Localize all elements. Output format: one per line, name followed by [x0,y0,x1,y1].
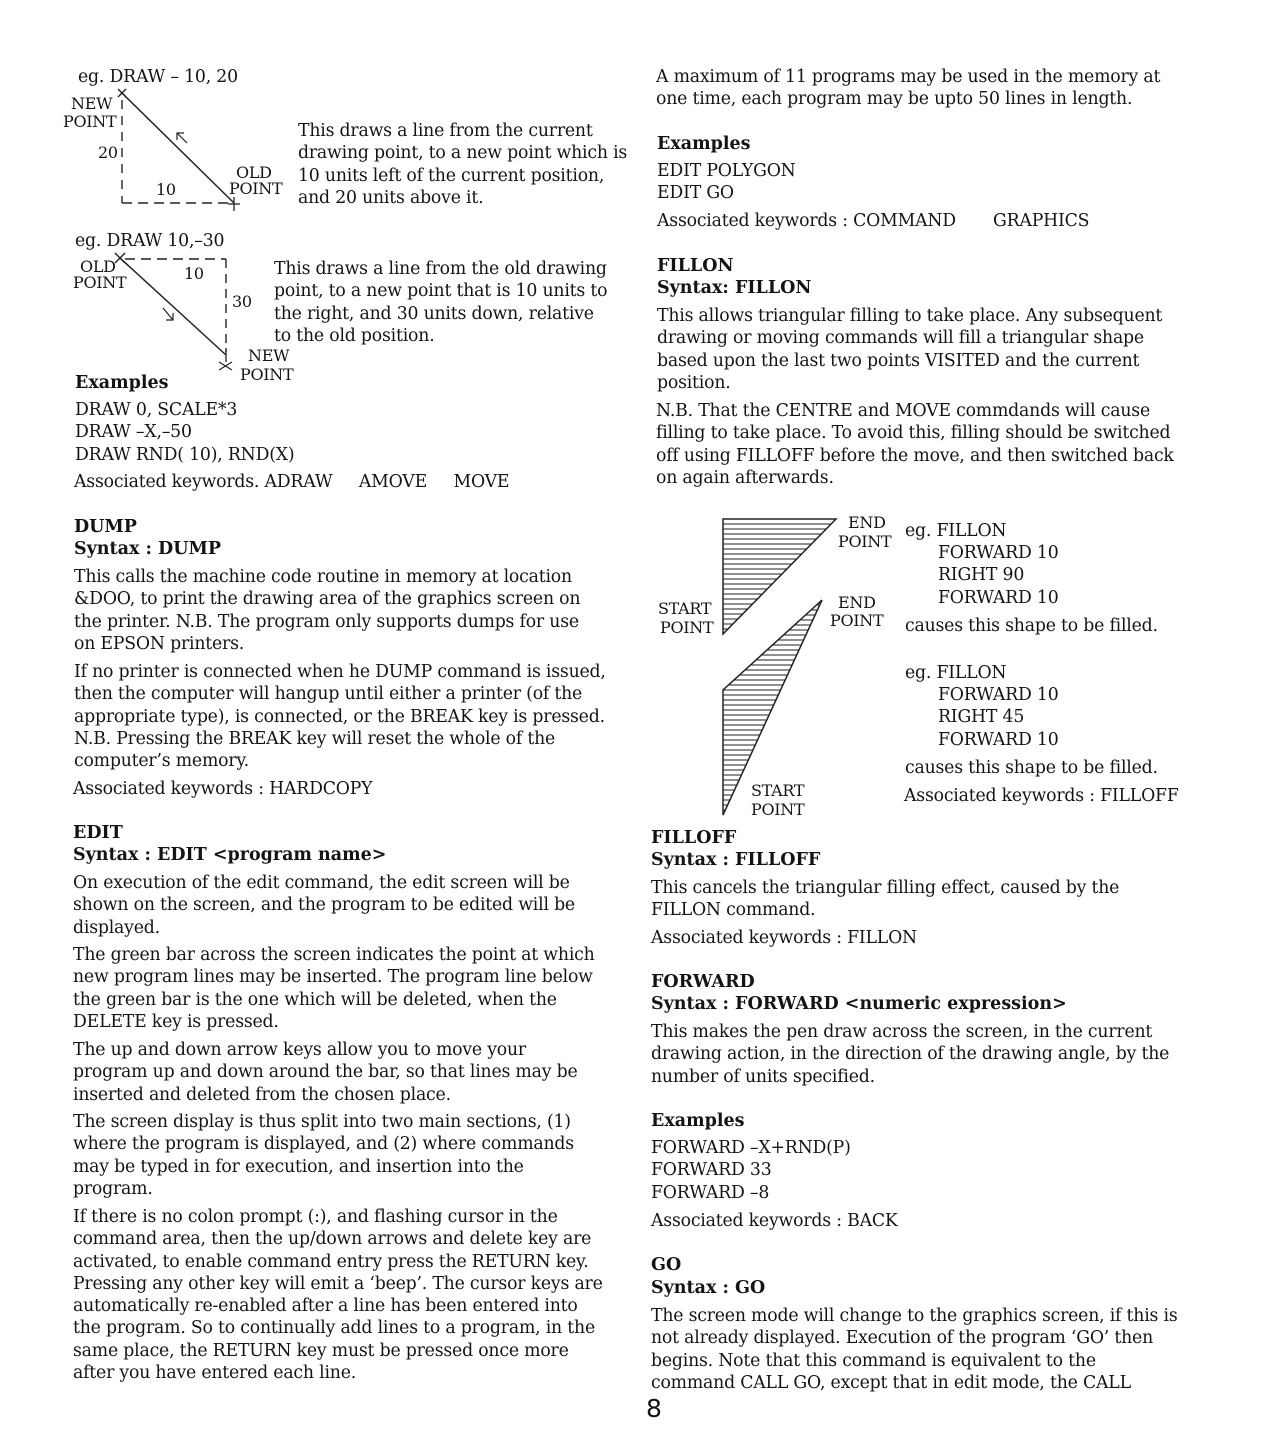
text-line: after you have entered each line. [73,1363,357,1384]
fillon-heading: FILLON [657,256,734,276]
forward-paragraph [651,1021,1169,1088]
draw-example-2-caption: eg. DRAW 10,–30 [75,231,225,251]
text-line: and 20 units above it. [298,187,484,208]
example-line: EDIT POLYGON [657,161,796,181]
figure-label-start-point: POINT [751,800,805,819]
forward-associated-keywords: Associated keywords : BACK [651,1211,898,1231]
text-line: This cancels the triangular filling effect, caused by the [651,878,1120,898]
go-syntax: Syntax : GO [651,1278,766,1298]
draw-associated-keywords: Associated keywords. ADRAW AMOVE MOVE [74,472,510,492]
text-line: A maximum of 11 programs may be used in the memory at [656,67,1161,87]
fillon-example-2-line: eg. FILLON [905,663,1007,683]
text-line: drawing or moving commands will fill a triangular shape [657,328,1144,349]
diagram-label-new: NEW [248,346,290,365]
text-line: same place, the RETURN key must be pressed once more [73,1340,569,1361]
text-line: This draws a line from the current [298,121,593,141]
example-line: DRAW RND( 10), RND(X) [75,444,295,465]
text-line: begins. Note that this command is equivalent to the [651,1350,1096,1371]
fillon-example-1-steps [938,542,1059,609]
example-line: EDIT GO [657,183,734,204]
diagram-label-point: POINT [73,273,127,292]
text-line: This makes the pen draw across the screen, in the current [651,1022,1153,1042]
text-line: The screen mode will change to the graphics screen, if this is [651,1306,1178,1326]
text-line: inserted and deleted from the chosen place. [73,1084,451,1105]
edit-paragraph-3 [73,1039,577,1106]
diagram-label-old: OLD [236,163,272,182]
edit-paragraph-5 [73,1206,603,1384]
example-line: FORWARD –X+RND(P) [651,1138,851,1158]
text-line: This calls the machine code routine in memory at location [74,567,572,587]
diagram-label-20: 20 [98,143,118,162]
diagram-label-old: OLD [80,257,116,276]
dump-syntax: Syntax : DUMP [74,539,221,559]
text-line: based upon the last two points VISITED and the current [657,350,1140,371]
edit-examples-heading: Examples [657,134,751,154]
text-line: program. [73,1178,153,1199]
example-line: FORWARD 10 [938,587,1059,608]
text-line: &DOO, to print the drawing area of the graphics screen on [74,589,581,610]
text-line: to the old position. [274,325,435,346]
text-line: may be typed in for execution, and insertion into the [73,1156,524,1177]
text-line: the green bar is the one which will be deleted, when the [73,989,557,1010]
text-line: number of units specified. [651,1066,875,1087]
figure-label-end-point: POINT [838,532,892,551]
text-line: off using FILLOFF before the move, and then switched back [656,445,1174,466]
diagram-label-old-point: POINT [229,179,283,198]
forward-examples-list [651,1137,851,1204]
text-line: The screen display is thus split into two main sections, (1) [73,1112,571,1132]
example-line: DRAW –X,–50 [75,422,192,443]
example-line: FORWARD 33 [651,1160,772,1181]
diagram-label-new: NEW [71,94,113,113]
edit-syntax: Syntax : EDIT <program name> [73,845,387,865]
text-line: N.B. Pressing the BREAK key will reset the whole of the [74,728,556,749]
forward-examples-heading: Examples [651,1111,745,1131]
page-number: 8 [646,1394,662,1423]
example-line: RIGHT 45 [938,707,1025,728]
text-line: FILLON command. [651,900,816,921]
example-line: RIGHT 90 [938,565,1025,586]
text-line: computer’s memory. [74,751,249,772]
text-line: If there is no colon prompt (:), and flashing cursor in the [73,1207,558,1227]
section-heading: Examples [75,373,169,393]
example-line: FORWARD 10 [938,685,1059,705]
edit-paragraph-2 [73,944,595,1033]
figure-label-end: END [848,513,886,532]
edit-paragraph-1 [73,872,575,939]
edit-paragraph-4 [73,1111,574,1200]
go-heading: GO [651,1255,682,1275]
draw-example-1-caption: eg. DRAW – 10, 20 [78,67,238,87]
filloff-paragraph [651,877,1119,922]
filloff-syntax: Syntax : FILLOFF [651,850,821,870]
text-line: filling to take place. To avoid this, filling should be switched [656,423,1171,444]
fillon-syntax: Syntax: FILLON [657,278,812,298]
figure-label-start: START [658,599,712,618]
text-line: automatically re-enabled after a line has been entered into [73,1296,578,1317]
text-line: then the computer will hangup until either a printer (of the [74,684,583,705]
forward-heading: FORWARD [651,972,755,992]
text-line: 10 units left of the current position, [298,165,605,186]
text-line: position. [657,372,731,393]
text-line: N.B. That the CENTRE and MOVE commdands will cause [656,401,1150,421]
text-line: displayed. [73,917,160,938]
example-line: FORWARD 10 [938,543,1059,563]
figure-label-end-point: POINT [830,611,884,630]
text-line: Pressing any other key will emit a ‘beep’. The cursor keys are [73,1273,603,1294]
text-line: drawing point, to a new point which is [298,143,628,164]
text-line: the program. So to continually add lines to a program, in the [73,1318,595,1339]
text-line: one time, each program may be upto 50 lines in length. [656,89,1133,110]
text-line: If no printer is connected when he DUMP command is issued, [74,662,606,682]
text-line: command area, then the up/down arrows and delete key are [73,1229,592,1250]
example-line: FORWARD 10 [938,729,1059,750]
text-line: shown on the screen, and the program to be edited will be [73,895,575,916]
text-line: on EPSON printers. [74,633,245,654]
dump-heading: DUMP [74,517,137,537]
text-line: The green bar across the screen indicates the point at which [73,945,595,965]
diagram-label-10: 10 [156,180,176,199]
text-line: This allows triangular filling to take place. Any subsequent [657,306,1163,326]
text-line: appropriate type), is connected, or the BREAK key is pressed. [74,706,605,727]
fillon-associated-keywords: Associated keywords : FILLOFF [904,786,1179,806]
figure-label-start: START [751,781,805,800]
fillon-example-1-note: causes this shape to be filled. [905,616,1158,636]
text-line: on again afterwards. [656,467,834,488]
text-line: point, to a new point that is 10 units to [274,281,608,302]
text-line: the printer. N.B. The program only supports dumps for use [74,611,579,632]
text-line: The up and down arrow keys allow you to move your [73,1040,526,1060]
text-line: This draws a line from the old drawing [274,259,607,279]
text-line: program up and down around the bar, so that lines may be [73,1062,578,1083]
dump-associated-keywords: Associated keywords : HARDCOPY [73,779,373,799]
text-line: where the program is displayed, and (2) where commands [73,1134,574,1155]
example-line: DRAW 0, SCALE*3 [75,400,238,420]
figure-label-start-point: POINT [660,618,714,637]
fillon-example-1-line: eg. FILLON [905,521,1007,541]
diagram-label-10: 10 [184,264,204,283]
edit-heading: EDIT [73,823,123,843]
text-line: command CALL GO, except that in edit mode, the CALL [651,1372,1131,1393]
fillon-example-2-steps [938,684,1059,751]
text-line: the right, and 30 units down, relative [274,303,594,324]
text-line: On execution of the edit command, the edit screen will be [73,873,570,893]
text-line: new program lines may be inserted. The program line below [73,967,593,988]
go-paragraph [651,1305,1178,1394]
edit-associated-keywords: Associated keywords : COMMAND GRAPHICS [657,211,1090,231]
filloff-heading: FILLOFF [651,828,737,848]
forward-syntax: Syntax : FORWARD <numeric expression> [651,994,1067,1014]
text-line: drawing action, in the direction of the drawing angle, by the [651,1044,1170,1065]
fillon-example-2-note: causes this shape to be filled. [905,758,1158,778]
example-line: FORWARD –8 [651,1182,770,1203]
diagram-label-point: POINT [63,112,117,131]
text-line: not already displayed. Execution of the program ‘GO’ then [651,1328,1154,1349]
text-line: activated, to enable command entry press the RETURN key. [73,1251,589,1272]
diagram-label-new-point: POINT [240,365,294,384]
text-line: DELETE key is pressed. [73,1011,279,1032]
diagram-label-30: 30 [232,292,252,311]
figure-label-end: END [838,593,876,612]
filloff-associated-keywords: Associated keywords : FILLON [651,928,917,948]
